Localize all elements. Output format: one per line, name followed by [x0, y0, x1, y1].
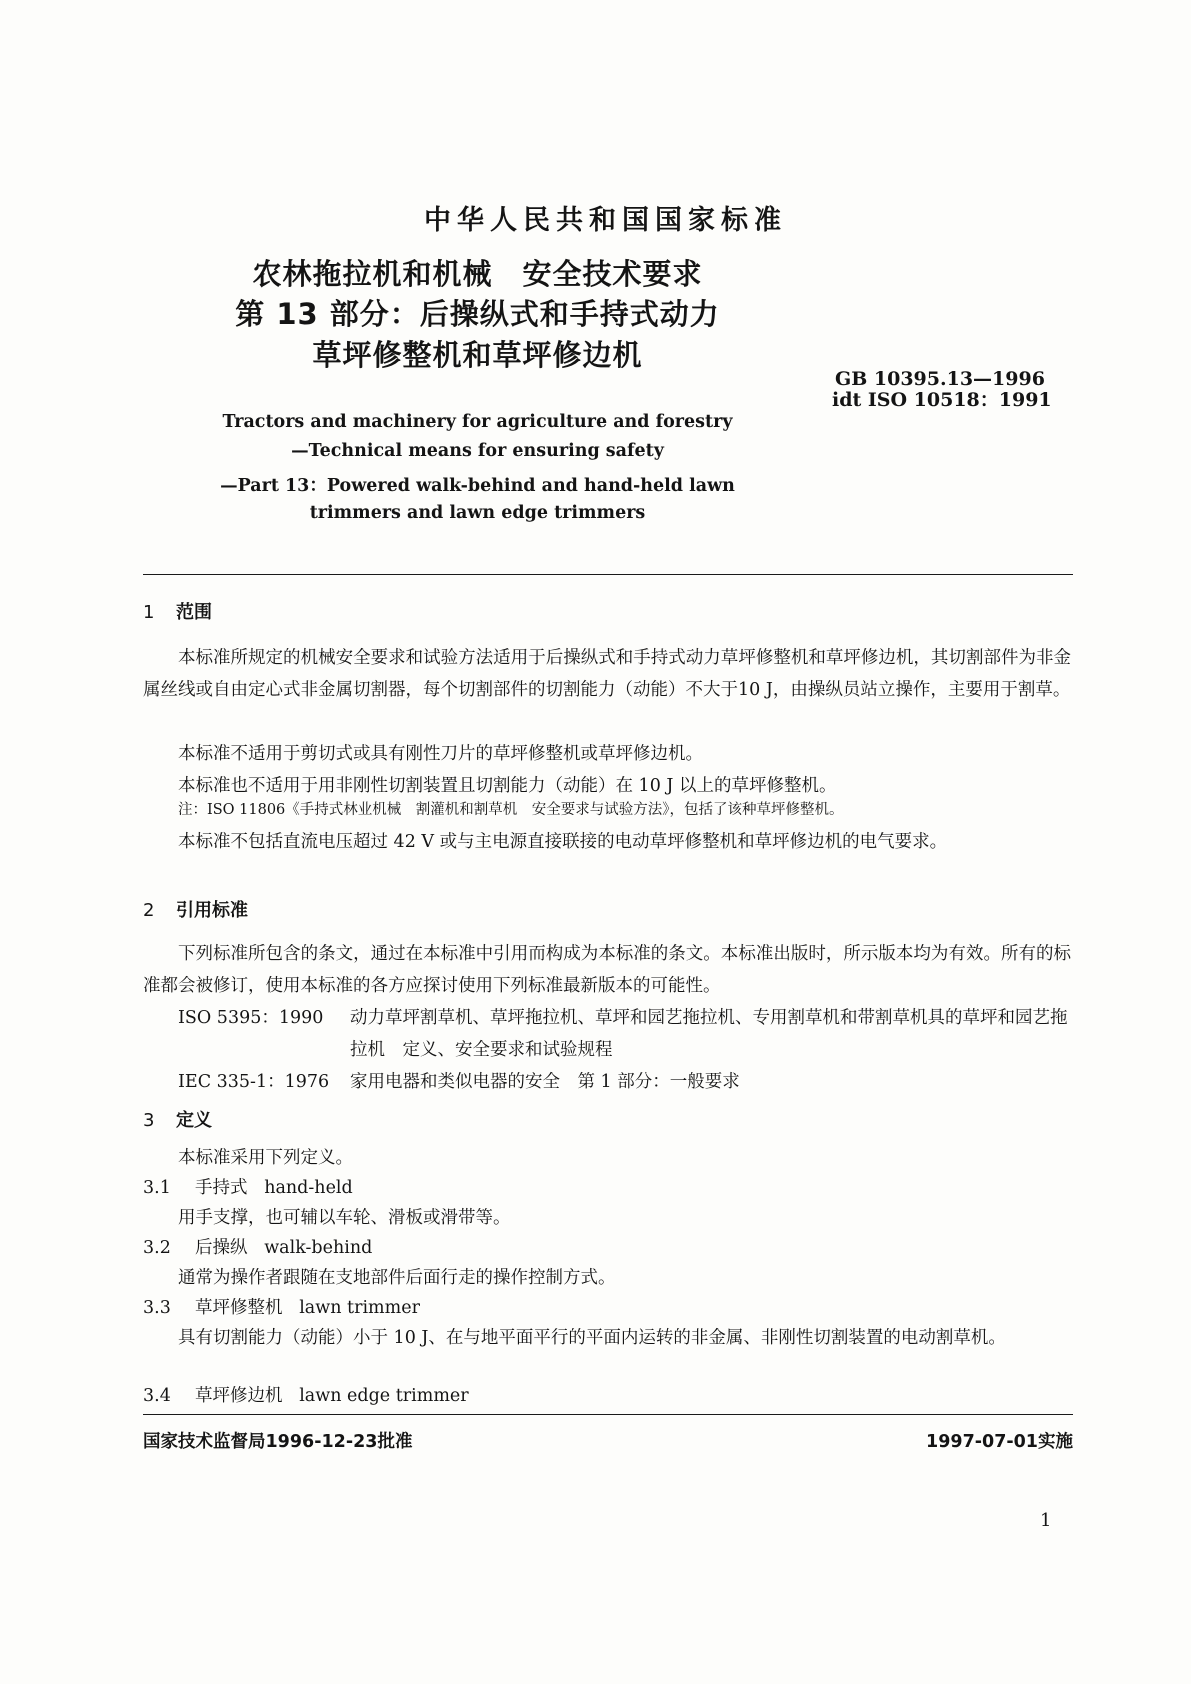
def-3-4-term — [195, 1380, 469, 1412]
section-2-title: 引用标准 — [176, 900, 248, 921]
ref-code-2: IEC 335-1：1976 — [178, 1072, 330, 1092]
page-number: 1 — [1040, 1510, 1052, 1531]
section-2-heading — [143, 896, 248, 922]
def-3-1-description: 用手支撑，也可辅以车轮、滑板或滑带等。 — [178, 1208, 511, 1228]
def-3-2-term — [195, 1232, 372, 1264]
section-1-heading — [143, 598, 212, 624]
def-3-1-number: 3.1 — [143, 1178, 171, 1198]
section-2-number: 2 — [143, 900, 155, 921]
cn-title-line-1: 农林拖拉机和机械 安全技术要求 — [252, 257, 703, 291]
ref-code-1: ISO 5395：1990 — [178, 1008, 324, 1028]
scope-paragraph-3: 本标准也不适用于用非刚性切割装置且切割能力（动能）在 10 J 以上的草坪修整机。 — [178, 776, 837, 796]
def-3-2-term-cn: 后操纵 — [195, 1238, 248, 1258]
ref-title-2: 家用电器和类似电器的安全 第 1 部分：一般要求 — [350, 1072, 740, 1092]
def-3-4-number: 3.4 — [143, 1386, 171, 1406]
en-title-line-2: —Technical means for ensuring safety — [291, 441, 664, 461]
def-3-1-term-cn: 手持式 — [195, 1178, 248, 1198]
cn-title-line-2: 第 13 部分：后操纵式和手持式动力 — [235, 297, 720, 331]
def-3-3-description: 具有切割能力（动能）小于 10 J、在与地平面平行的平面内运转的非金属、非刚性切割装置的电动割草机。 — [178, 1328, 1006, 1348]
def-3-4-term-en: lawn edge trimmer — [299, 1386, 469, 1406]
section-3-heading — [143, 1106, 212, 1132]
section-3-number: 3 — [143, 1110, 155, 1131]
def-3-2-term-en: walk-behind — [264, 1238, 373, 1258]
section-3-title: 定义 — [176, 1110, 212, 1131]
scope-paragraph-1: 本标准所规定的机械安全要求和试验方法适用于后操纵式和手持式动力草坪修整机和草坪修边机，其切割部件为非金属丝线或自由定心式非金属切割器，每个切割部件的切割能力（动能）不大于10 J，由操纵员站立操作，主要用于割草。 — [143, 648, 1071, 700]
standard-code: GB 10395.13—1996 — [835, 368, 1045, 390]
def-3-1-term — [195, 1172, 353, 1204]
en-title-line-1: Tractors and machinery for agriculture and forestry — [222, 412, 733, 432]
def-3-2-number: 3.2 — [143, 1238, 171, 1258]
section-1-title: 范围 — [176, 602, 212, 623]
scope-paragraph-2: 本标准不适用于剪切式或具有刚性刀片的草坪修整机或草坪修边机。 — [178, 744, 703, 764]
standard-idt: idt ISO 10518：1991 — [832, 389, 1052, 411]
ref-title-1: 动力草坪割草机、草坪拖拉机、草坪和园艺拖拉机、专用割草机和带割草机具的草坪和园艺拖拉机 定义、安全要求和试验规程 — [350, 1008, 1068, 1060]
def-3-3-term — [195, 1292, 420, 1324]
footer-divider — [143, 1414, 1073, 1415]
scope-note: 注：ISO 11806《手持式林业机械 割灌机和割草机 安全要求与试验方法》，包括了该种草坪修整机。 — [178, 802, 844, 818]
def-3-4-term-cn: 草坪修边机 — [195, 1386, 283, 1406]
en-title-line-4: trimmers and lawn edge trimmers — [309, 503, 646, 523]
national-standard-header: 中华人民共和国国家标准 — [424, 205, 787, 236]
scope-paragraph-4: 本标准不包括直流电压超过 42 V 或与主电源直接联接的电动草坪修整机和草坪修边机的电气要求。 — [178, 832, 948, 852]
top-divider — [143, 574, 1073, 575]
cn-title-line-3: 草坪修整机和草坪修边机 — [312, 338, 643, 372]
def-3-3-term-cn: 草坪修整机 — [195, 1298, 283, 1318]
def-3-2-description: 通常为操作者跟随在支地部件后面行走的操作控制方式。 — [178, 1268, 616, 1288]
en-title-line-3: —Part 13：Powered walk-behind and hand-held lawn — [220, 476, 735, 496]
def-3-1-term-en: hand-held — [264, 1178, 353, 1198]
def-3-3-term-en: lawn trimmer — [299, 1298, 420, 1318]
def-3-3-number: 3.3 — [143, 1298, 171, 1318]
refs-intro: 下列标准所包含的条文，通过在本标准中引用而构成为本标准的条文。本标准出版时，所示版本均为有效。所有的标准都会被修订，使用本标准的各方应探讨使用下列标准最新版本的可能性。 — [143, 944, 1071, 996]
effective-date: 1997-07-01实施 — [926, 1432, 1073, 1452]
section-1-number: 1 — [143, 602, 155, 623]
approval-date: 国家技术监督局1996-12-23批准 — [143, 1432, 413, 1452]
defs-intro: 本标准采用下列定义。 — [178, 1148, 353, 1168]
